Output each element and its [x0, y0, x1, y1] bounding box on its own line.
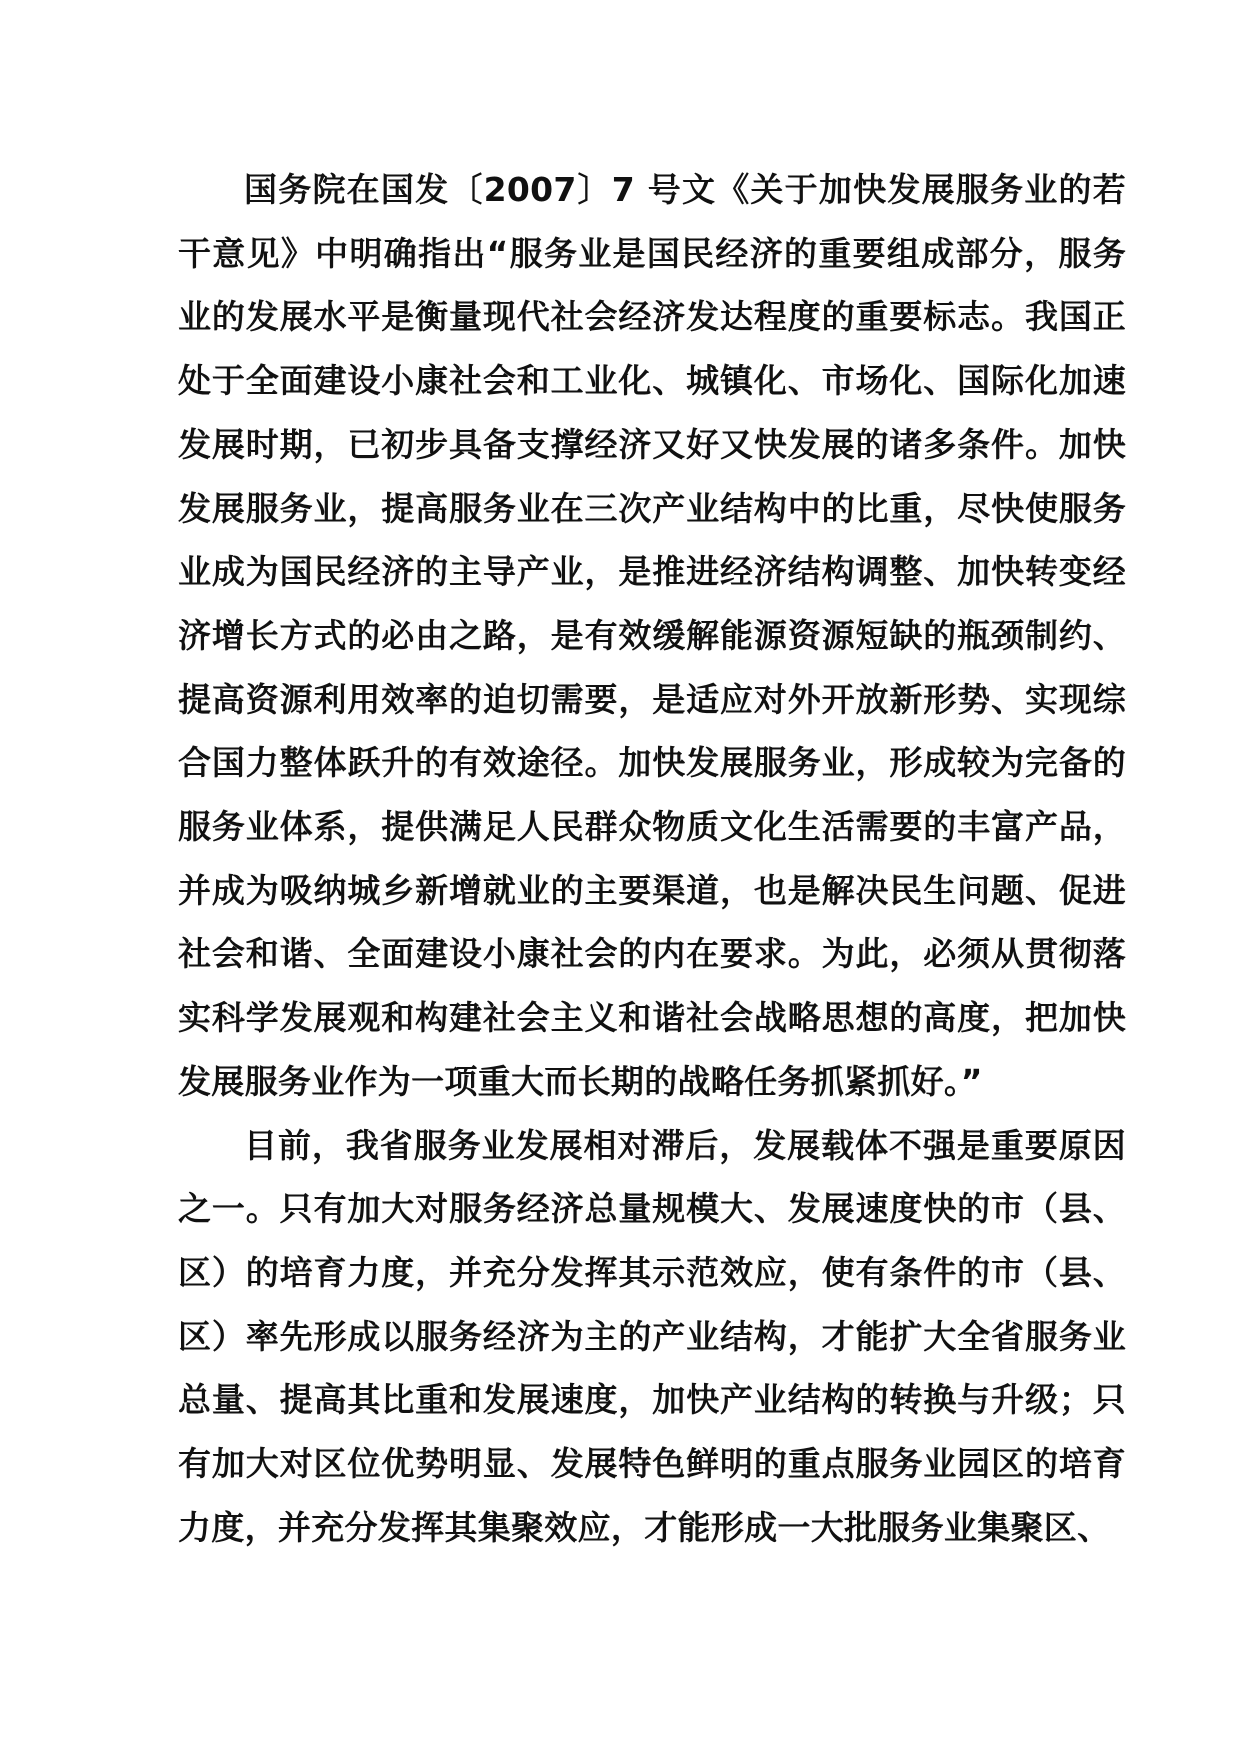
- paragraph-1: 国务院在国发〔2007〕7 号文《关于加快发展服务业的若干意见》中明确指出“服务业是国民经济的重要组成部分，服务业的发展水平是衡量现代社会经济发达程度的重要标志。我国正处于全面建设小康社会和工业化、城镇化、市场化、国际化加速发展时期，已初步具备支撑经济又好又快发展的诸多条件。加快发展服务业，提高服务业在三次产业结构中的比重，尽快使服务业成为国民经济的主导产业，是推进经济结构调整、加快转变经济增长方式的必由之路，是有效缓解能源资源短缺的瓶颈制约、提高资源利用效率的迫切需要，是适应对外开放新形势、实现综合国力整体跃升的有效途径。加快发展服务业，形成较为完备的服务业体系，提供满足人民群众物质文化生活需要的丰富产品，并成为吸纳城乡新增就业的主要渠道，也是解决民生问题、促进社会和谐、全面建设小康社会的内在要求。为此，必须从贯彻落实科学发展观和构建社会主义和谐社会战略思想的高度，把加快发展服务业作为一项重大而长期的战略任务抓紧抓好。”: [178, 170, 1126, 1101]
- body-text: [178, 158, 1126, 1559]
- paragraph-2: 目前，我省服务业发展相对滞后，发展载体不强是重要原因之一。只有加大对服务经济总量规模大、发展速度快的市（县、区）的培育力度，并充分发挥其示范效应，使有条件的市（县、区）率先形成以服务经济为主的产业结构，才能扩大全省服务业总量、提高其比重和发展速度，加快产业结构的转换与升级；只有加大对区位优势明显、发展特色鲜明的重点服务业园区的培育力度，并充分发挥其集聚效应，才能形成一大批服务业集聚区、: [178, 1125, 1126, 1547]
